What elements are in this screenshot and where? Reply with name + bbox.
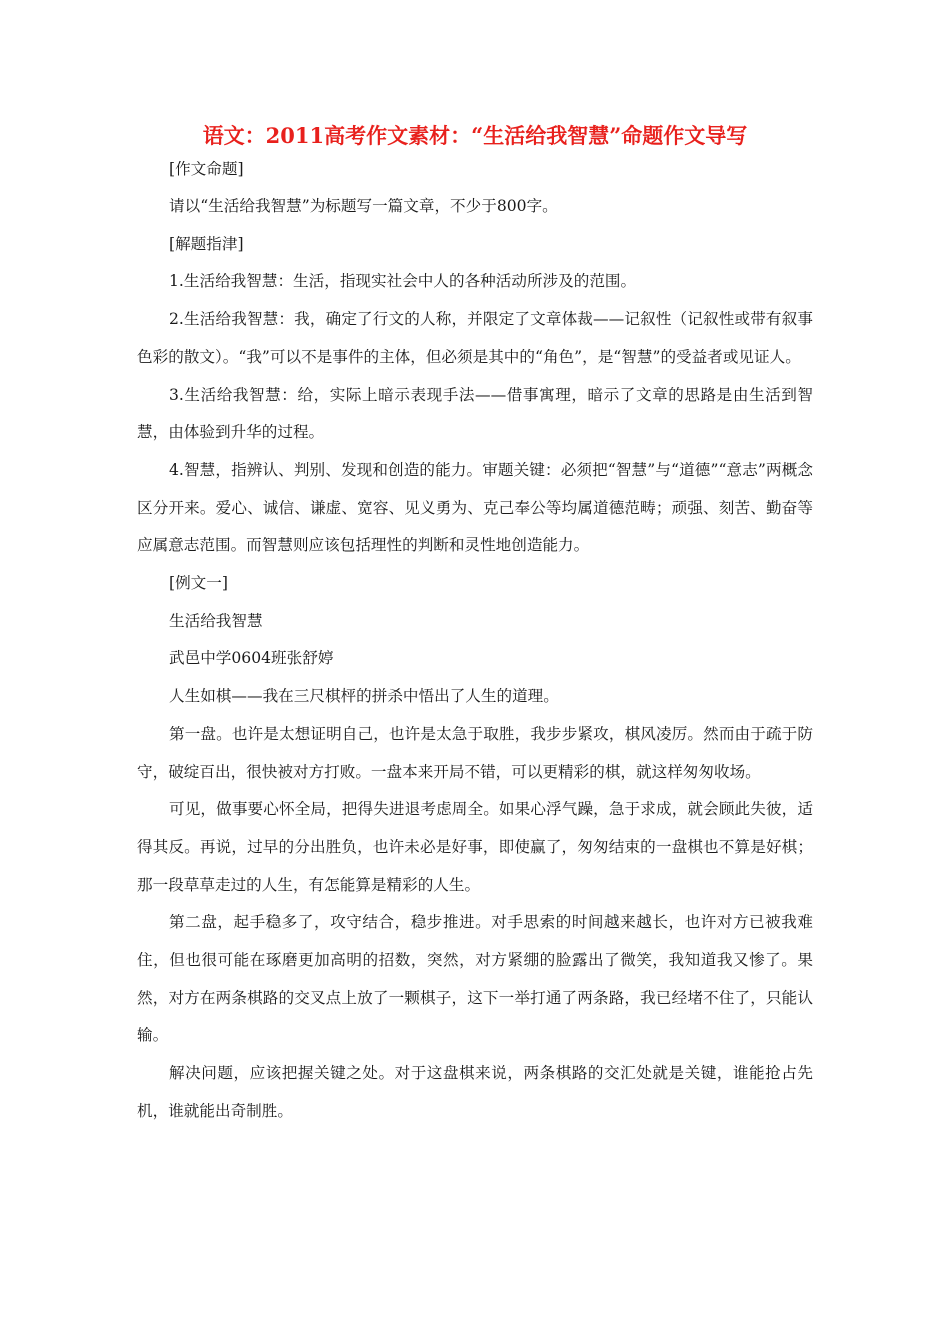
document-title: 语文：2011高考作文素材：“生活给我智慧”命题作文导写	[202, 123, 748, 148]
guide-point-2: 2.生活给我智慧：我，确定了行文的人称，并限定了文章体裁——记叙性（记叙性或带有叙事色彩的散文）。“我”可以不是事件的主体，但必须是其中的“角色”，是“智慧”的受益者或见证人。	[137, 310, 813, 366]
essay-title: 生活给我智慧	[169, 611, 263, 630]
document-body	[137, 122, 813, 1131]
guide-point-3: 3.生活给我智慧：给，实际上暗示表现手法——借事寓理，暗示了文章的思路是由生活到智慧，由体验到升华的过程。	[137, 385, 813, 442]
essay-paragraph: 第一盘。也许是太想证明自己，也许是太急于取胜，我步步紧攻，棋风凌厉。然而由于疏于防守，破绽百出，很快被对方打败。一盘本来开局不错，可以更精彩的棋，就这样匆匆收场。	[137, 724, 813, 781]
essay-author: 武邑中学0604班张舒婷	[169, 649, 334, 668]
essay-paragraph: 可见，做事要心怀全局，把得失进退考虑周全。如果心浮气躁，急于求成，就会顾此失彼，适得其反。再说，过早的分出胜负，也许未必是好事，即使赢了，匆匆结束的一盘棋也不算是好棋；那一段草草走过的人生，有怎能算是精彩的人生。	[137, 800, 813, 894]
essay-paragraph: 人生如棋——我在三尺棋枰的拼杀中悟出了人生的道理。	[169, 687, 559, 706]
essay-paragraph: 解决问题，应该把握关键之处。对于这盘棋来说，两条棋路的交汇处就是关键，谁能抢占先机，谁就能出奇制胜。	[137, 1064, 813, 1120]
section-heading-guide: [解题指津]	[169, 234, 244, 253]
section-heading-example: [例文一]	[169, 574, 228, 593]
section-heading-prompt: [作文命题]	[169, 160, 244, 178]
essay-paragraph: 第二盘，起手稳多了，攻守结合，稳步推进。对手思索的时间越来越长，也许对方已被我难住，但也很可能在琢磨更加高明的招数，突然，对方紧绷的脸露出了微笑，我知道我又惨了。果然，对方在两条棋路的交叉点上放了一颗棋子，这下一举打通了两条路，我已经堵不住了，只能认输。	[137, 913, 813, 1045]
guide-point-1: 1.生活给我智慧：生活，指现实社会中人的各种活动所涉及的范围。	[169, 272, 637, 291]
prompt-text: 请以“生活给我智慧”为标题写一篇文章，不少于800字。	[169, 197, 558, 215]
guide-point-4: 4.智慧，指辨认、判别、发现和创造的能力。审题关键：必须把“智慧”与“道德”“意志”两概念区分开来。爱心、诚信、谦虚、宽容、见义勇为、克己奉公等均属道德范畴；顽强、刻苦、勤奋等应属意志范围。而智慧则应该包括理性的判断和灵性地创造能力。	[137, 460, 813, 555]
